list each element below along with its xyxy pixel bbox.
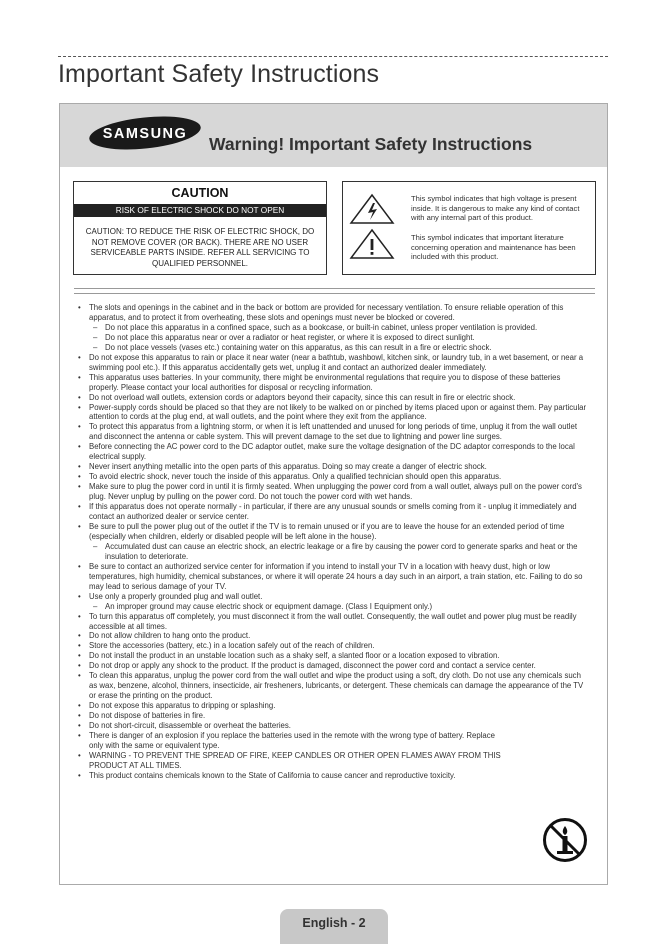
list-item: • Do not allow children to hang onto the product.: [76, 631, 591, 641]
list-subitem: – Do not place this apparatus near or over a radiator or heat register, or where it is exposed to direct sunlight.: [76, 333, 591, 343]
list-item: • Use only a properly grounded plug and wall outlet.: [76, 592, 591, 602]
top-dashed-rule: [58, 56, 608, 57]
list-item: • WARNING - TO PREVENT THE SPREAD OF FIRE, KEEP CANDLES OR OTHER OPEN FLAMES AWAY FROM THIS PRODUCT AT ALL TIMES.: [76, 751, 509, 771]
list-item: • To turn this apparatus off completely, you must disconnect it from the wall outlet. Consequently, the wall outlet and power plug must be readily accessible at all times.: [76, 612, 591, 632]
samsung-logo: [89, 116, 201, 155]
panel-header: [60, 104, 607, 167]
list-item: • This product contains chemicals known to the State of California to cause cancer and reproductive toxicity.: [76, 771, 591, 781]
list-item: • Before connecting the AC power cord to the DC adaptor outlet, make sure the voltage designation of the DC adaptor corresponds to the local electrical supply.: [76, 442, 591, 462]
list-item: • Do not dispose of batteries in fire.: [76, 711, 591, 721]
list-subitem: – Accumulated dust can cause an electric shock, an electric leakage or a fire by causing the power cord to generate sparks and heat or the insulation to deteriorate.: [76, 542, 591, 562]
list-item: • To protect this apparatus from a lightning storm, or when it is left unattended and unused for long periods of time, unplug it from the wall outlet and disconnect the antenna or cable system. This will prevent damage to the set due to lightning and power line surges.: [76, 422, 591, 442]
list-item: • To avoid electric shock, never touch the inside of this apparatus. Only a qualified technician should open this apparatus.: [76, 472, 591, 482]
list-item: • Do not install the product in an unstable location such as a shaky self, a slanted floor or a location exposed to vibration.: [76, 651, 591, 661]
list-item: • Do not expose this apparatus to rain or place it near water (near a bathtub, washbowl, kitchen sink, or laundry tub, in a wet basement, or near a swimming pool etc.). If this apparatus accidentally gets wet, unplug it and contact an authorized dealer immediately.: [76, 353, 591, 373]
caution-title: CAUTION: [171, 186, 229, 200]
caution-box: [73, 181, 327, 275]
list-item: • Be sure to contact an authorized service center for information if you intend to install your TV in a location with heavy dust, high or low temperatures, high humidity, chemical substances, or where it will operate 24 hours a day such in an airport, a train station, etc. Failing to do so may lead to serious damage of your TV.: [76, 562, 591, 592]
list-item: • Be sure to pull the power plug out of the outlet if the TV is to remain unused or if you are to leave the house for an extended period of time (especially when children, elderly or disabled people will be left alone in the house).: [76, 522, 591, 542]
high-voltage-icon: [349, 193, 395, 225]
section-divider: [74, 288, 595, 294]
page-title: Important Safety Instructions: [58, 60, 380, 88]
no-open-flame-icon: [542, 817, 588, 863]
exclamation-warning-icon: [349, 228, 395, 260]
list-item: • Never insert anything metallic into the open parts of this apparatus. Doing so may create a danger of electric shock.: [76, 462, 591, 472]
literature-description: This symbol indicates that important literature concerning operation and maintenance has been included with this product.: [411, 233, 576, 262]
list-item: • Do not overload wall outlets, extension cords or adaptors beyond their capacity, since this can result in fire or electric shock.: [76, 393, 591, 403]
list-item: • Do not drop or apply any shock to the product. If the product is damaged, disconnect the power cord and contact a service center.: [76, 661, 591, 671]
page-number-tab: English - 2: [280, 909, 388, 944]
list-item: • There is danger of an explosion if you replace the batteries used in the remote with the wrong type of battery. Replace only with the same or equivalent type.: [76, 731, 509, 751]
list-subitem: – Do not place this apparatus in a confined space, such as a bookcase, or built-in cabinet, unless proper ventilation is provided.: [76, 323, 591, 333]
list-item: • Do not short-circuit, disassemble or overheat the batteries.: [76, 721, 591, 731]
high-voltage-description: This symbol indicates that high voltage is present inside. It is dangerous to make any kind of contact with any internal part of this product.: [411, 194, 580, 223]
warning-title: Warning! Important Safety Instructions: [209, 134, 533, 154]
list-item: • If this apparatus does not operate normally - in particular, if there are any unusual sounds or smells coming from it - unplug it immediately and contact an authorized dealer or service center.: [76, 502, 591, 522]
list-item: • This apparatus uses batteries. In your community, there might be environmental regulations that require you to dispose of these batteries properly. Please contact your local authorities for disposal or recycling information.: [76, 373, 591, 393]
safety-instruction-list: [76, 303, 591, 781]
caution-bar: RISK OF ELECTRIC SHOCK DO NOT OPEN: [74, 204, 326, 217]
list-item: • Make sure to plug the power cord in until it is firmly seated. When unplugging the power cord from a wall outlet, always pull on the power cord's plug. Never unplug by pulling on the power cord. Do not touch the power cord with wet hands.: [76, 482, 591, 502]
safety-panel: [59, 103, 608, 885]
list-subitem: – Do not place vessels (vases etc.) containing water on this apparatus, as this can result in a fire or electric shock.: [76, 343, 591, 353]
list-item: • Do not expose this apparatus to dripping or splashing.: [76, 701, 591, 711]
list-subitem: – An improper ground may cause electric shock or equipment damage. (Class I Equipment only.): [76, 602, 591, 612]
symbol-box: [342, 181, 596, 275]
caution-text: CAUTION: TO REDUCE THE RISK OF ELECTRIC SHOCK, DO NOT REMOVE COVER (OR BACK). THERE ARE NO USER SERVICEABLE PARTS INSIDE. REFER ALL SERVICING TO QUALIFIED PERSONNEL.: [85, 227, 315, 268]
list-item: • The slots and openings in the cabinet and in the back or bottom are provided for necessary ventilation. To ensure reliable operation of this apparatus, and to protect it from overheating, these slots and openings must never be blocked or covered.: [76, 303, 591, 323]
list-item: • Power-supply cords should be placed so that they are not likely to be walked on or pinched by items placed upon or against them. Pay particular attention to cords at the plug end, at wall outlets, and the point where they exit from the appliance.: [76, 403, 591, 423]
list-item: • Store the accessories (battery, etc.) in a location safely out of the reach of children.: [76, 641, 591, 651]
logo-wordmark: SAMSUNG: [102, 126, 188, 142]
list-item: • To clean this apparatus, unplug the power cord from the wall outlet and wipe the product using a soft, dry cloth. Do not use any chemicals such as wax, benzene, alcohol, thinners, insecticide, air fresheners, lubricants, or detergent. These chemicals can damage the appearance of the TV or erase the printing on the product.: [76, 671, 591, 701]
